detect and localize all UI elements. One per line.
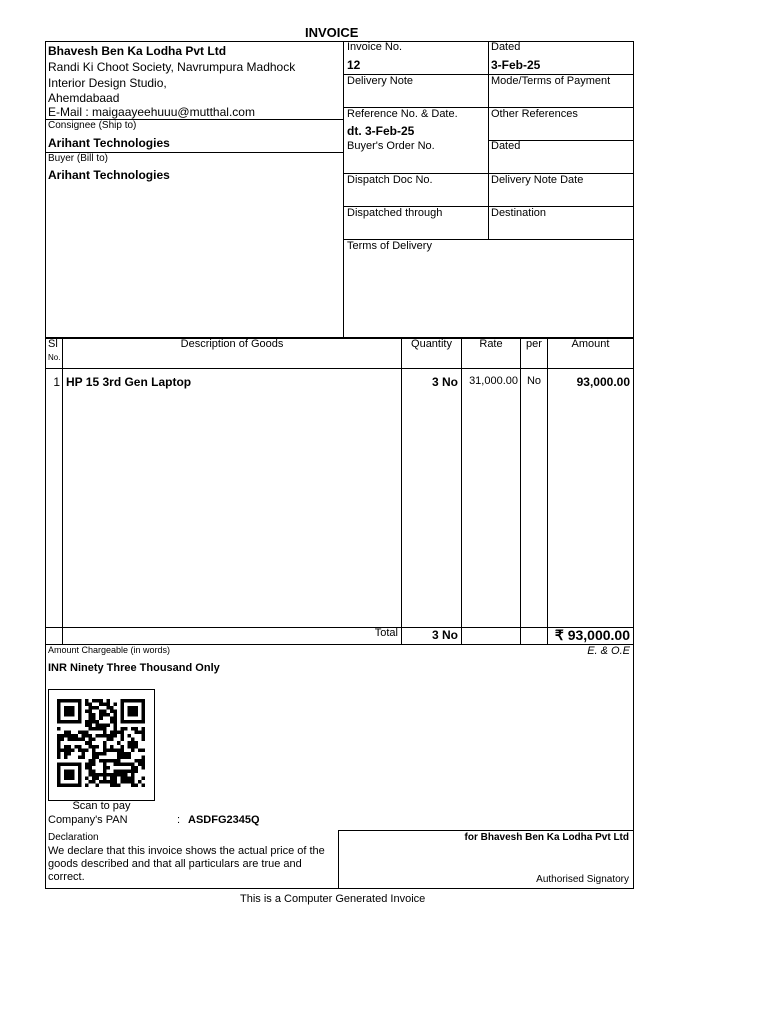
item-amount: 93,000.00 <box>576 375 630 389</box>
buyers-order-label: Buyer's Order No. <box>347 140 435 152</box>
col-header-per: per <box>526 338 542 350</box>
delivery-note-label: Delivery Note <box>347 75 414 87</box>
dated-label: Dated <box>491 41 521 53</box>
total-quantity: 3 No <box>431 628 458 642</box>
consignee-name: Arihant Technologies <box>48 136 170 150</box>
reference-value: dt. 3-Feb-25 <box>347 124 415 138</box>
seller-email: E-Mail : maigaayeehuuu@mutthal.com <box>48 105 255 119</box>
total-amount: ₹ 93,000.00 <box>554 627 630 643</box>
declaration-text: goods described and that all particulars are true and <box>48 858 302 870</box>
item-per: No <box>526 375 542 387</box>
col-header-sl-no: No. <box>48 353 61 362</box>
seller-name: Bhavesh Ben Ka Lodha Pvt Ltd <box>48 44 227 58</box>
seller-address-line: Randi Ki Choot Society, Navrumpura Madhock <box>48 60 296 74</box>
invoice-title: INVOICE <box>305 25 359 40</box>
amount-words: INR Ninety Three Thousand Only <box>48 662 220 674</box>
mode-terms-label: Mode/Terms of Payment <box>491 75 611 87</box>
consignee-label: Consignee (Ship to) <box>48 120 137 131</box>
col-header-description: Description of Goods <box>180 338 284 350</box>
qr-code-icon <box>57 697 145 789</box>
signatory-label: Authorised Signatory <box>536 874 629 885</box>
destination-label: Destination <box>491 207 547 219</box>
signatory-for: for Bhavesh Ben Ka Lodha Pvt Ltd <box>464 832 629 843</box>
eoe-note: E. & O.E <box>587 645 630 657</box>
seller-address-line: Interior Design Studio, <box>48 76 167 90</box>
col-header-sl: Sl <box>48 338 58 350</box>
declaration-label: Declaration <box>48 832 99 843</box>
dispatch-doc-label: Dispatch Doc No. <box>347 174 433 186</box>
dated-value: 3-Feb-25 <box>491 58 541 72</box>
buyer-name: Arihant Technologies <box>48 168 170 182</box>
other-references-label: Other References <box>491 108 578 120</box>
pan-value: ASDFG2345Q <box>188 814 260 826</box>
dispatched-through-label: Dispatched through <box>347 207 443 219</box>
declaration-text: We declare that this invoice shows the actual price of the <box>48 845 325 857</box>
amount-words-label: Amount Chargeable (in words) <box>48 645 171 655</box>
col-header-quantity: Quantity <box>411 338 452 350</box>
invoice-no-label: Invoice No. <box>347 41 403 53</box>
col-header-amount: Amount <box>571 338 610 350</box>
item-quantity: 3 No <box>431 375 458 389</box>
buyer-label: Buyer (Bill to) <box>48 153 109 164</box>
terms-of-delivery-label: Terms of Delivery <box>347 240 432 252</box>
dated2-label: Dated <box>491 140 521 152</box>
pan-label: Company's PAN <box>48 814 128 826</box>
footer-note: This is a Computer Generated Invoice <box>240 893 426 905</box>
delivery-note-date-label: Delivery Note Date <box>491 174 584 186</box>
item-description: HP 15 3rd Gen Laptop <box>66 375 192 389</box>
total-label: Total <box>374 627 398 639</box>
item-rate: 31,000.00 <box>469 375 518 387</box>
pan-separator: : <box>177 814 181 826</box>
declaration-text: correct. <box>48 871 85 883</box>
item-sl: 1 <box>53 375 60 389</box>
col-header-rate: Rate <box>479 338 503 350</box>
qr-caption: Scan to pay <box>72 800 131 812</box>
invoice-no-value: 12 <box>347 58 361 72</box>
reference-label: Reference No. & Date. <box>347 108 458 120</box>
seller-address-line: Ahemdabaad <box>48 91 120 105</box>
